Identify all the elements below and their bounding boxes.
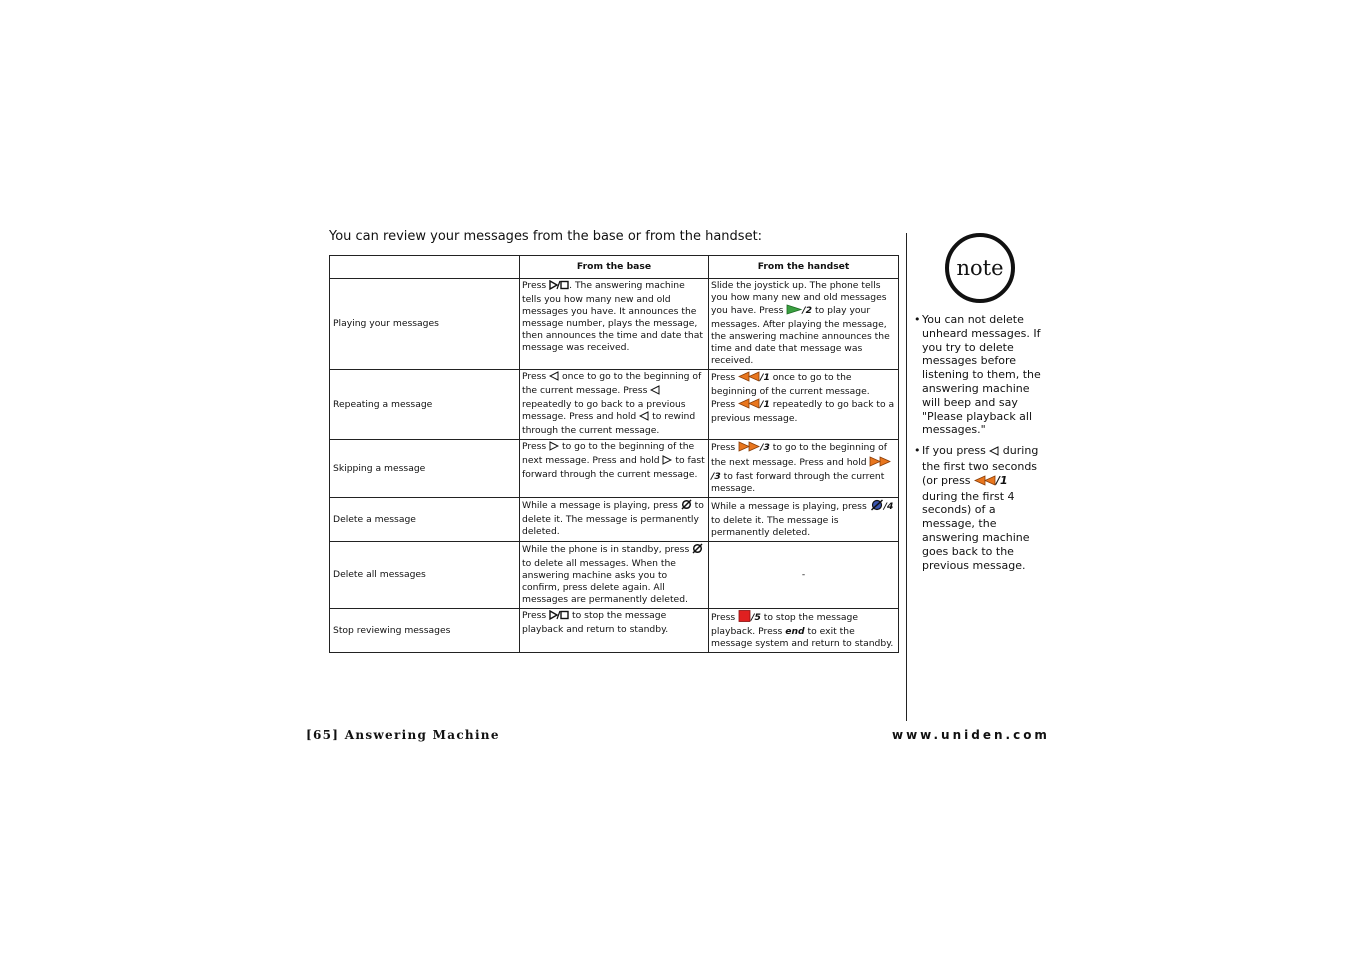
note-label: note <box>956 256 1004 280</box>
rewind-key-icon <box>738 371 760 386</box>
base-cell: While a message is playing, press to delete it. The message is permanently deleted. <box>520 498 709 542</box>
handset-cell-empty: - <box>709 542 899 609</box>
bullet: • <box>914 444 921 458</box>
right-arrow-icon <box>662 455 672 469</box>
delete-icon <box>681 499 692 514</box>
intro-text: You can review your messages from the base or from the handset: <box>329 229 763 244</box>
fast-forward-key-icon <box>738 441 760 456</box>
base-cell: Press . The answering machine tells you how many new and old messages you have. It announces the message number, plays the message, then announces the time and date that message was received. <box>520 279 709 370</box>
sidebar-divider <box>906 233 907 721</box>
note-text: If you press during the first two seconds (or press /1 during the first 4 seconds) of a message, the answering machine goes back to the previous message. <box>922 444 1039 572</box>
handset-cell: Slide the joystick up. The phone tells you how many new and old messages you have. Press /2 to play your messages. After playing the message, the answering machine announces the time and date that message was received. <box>709 279 899 370</box>
footer-url: www.uniden.com <box>892 728 1050 742</box>
left-arrow-icon <box>639 411 649 425</box>
play-stop-icon <box>549 610 569 624</box>
rewind-key-icon <box>738 398 760 413</box>
header-handset: From the handset <box>709 256 899 279</box>
action-cell: Skipping a message <box>330 440 520 498</box>
action-cell: Stop reviewing messages <box>330 609 520 653</box>
delete-key-icon <box>870 499 884 515</box>
bullet: • <box>914 313 921 326</box>
left-arrow-icon <box>989 446 999 460</box>
table-row <box>330 370 899 440</box>
header-action <box>330 256 520 279</box>
table-row <box>330 609 899 653</box>
base-cell: Press to go to the beginning of the next message. Press and hold to fast forward through the current message. <box>520 440 709 498</box>
handset-cell: While a message is playing, press /4 to delete it. The message is permanently deleted. <box>709 498 899 542</box>
table-header-row <box>330 256 899 279</box>
table-row <box>330 542 899 609</box>
footer-page-label: [65] Answering Machine <box>306 728 500 742</box>
handset-cell: Press /3 to go to the beginning of the next message. Press and hold /3 to fast forward through the current message. <box>709 440 899 498</box>
left-arrow-icon <box>650 385 660 399</box>
play-stop-icon <box>549 280 569 294</box>
note-item <box>914 444 1046 572</box>
play-key-icon <box>786 304 802 319</box>
action-cell: Delete all messages <box>330 542 520 609</box>
delete-icon <box>692 543 703 558</box>
header-base: From the base <box>520 256 709 279</box>
action-cell: Repeating a message <box>330 370 520 440</box>
table-row <box>330 498 899 542</box>
note-text: You can not delete unheard messages. If you try to delete messages before listening to them, the answering machine will beep and say "Please playback all messages." <box>922 313 1041 437</box>
fast-forward-key-icon <box>869 456 891 471</box>
base-cell: Press to stop the message playback and return to standby. <box>520 609 709 653</box>
base-cell: Press once to go to the beginning of the current message. Press repeatedly to go back to a previous message. Press and hold to rewind through the current message. <box>520 370 709 440</box>
action-cell: Delete a message <box>330 498 520 542</box>
handset-cell: Press /5 to stop the message playback. Press end to exit the message system and return to standby. <box>709 609 899 653</box>
note-item <box>914 313 1046 437</box>
base-cell: While the phone is in standby, press to delete all messages. When the answering machine asks you to confirm, press delete again. All messages are permanently deleted. <box>520 542 709 609</box>
message-review-table <box>329 255 899 653</box>
stop-key-icon <box>738 610 751 626</box>
table-row <box>330 279 899 370</box>
left-arrow-icon <box>549 371 559 385</box>
handset-cell: Press /1 once to go to the beginning of the current message. Press /1 repeatedly to go back to a previous message. <box>709 370 899 440</box>
note-list <box>914 313 1046 579</box>
note-badge <box>945 233 1015 303</box>
right-arrow-icon <box>549 441 559 455</box>
rewind-key-icon <box>974 475 996 490</box>
table-row <box>330 440 899 498</box>
action-cell: Playing your messages <box>330 279 520 370</box>
